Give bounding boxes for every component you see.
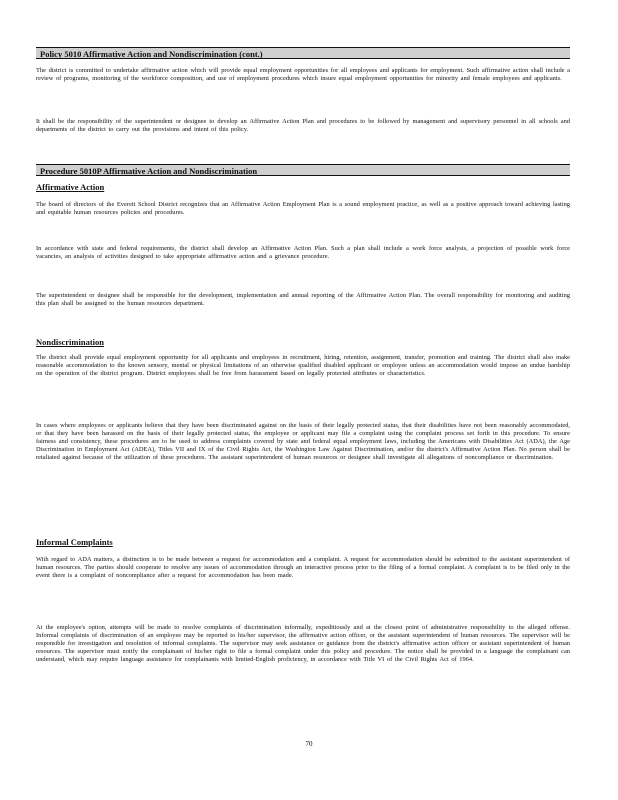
- affirmative-paragraph-2: In accordance with state and federal requirements, the district shall develop an Affirmative Action Plan. Such a plan shall include a work force analysis, a projection of possible work force vacancies, an analysis of activities designed to take appropriate affirmative action and a grievance procedure.: [36, 245, 570, 261]
- nondiscrimination-paragraph-1: The district shall provide equal employment opportunity for all applicants and employees in recruitment, hiring, retention, assignment, transfer, promotion and training. The district shall also make reasonable accommodation to the known sensory, mental or physical limitations of an otherwise qualified disabled applicant or employee unless an accommodation would impose an undue hardship on the operation of the district program. District employees shall be free from harassment based on legally protected attributes or characteristics.: [36, 354, 570, 378]
- affirmative-paragraph-1: The board of directors of the Everett School District recognizes that an Affirmative Action Employment Plan is a sound employment practice, as well as a positive approach toward achieving lasting and equitable human resources policies and procedures.: [36, 201, 570, 217]
- policy-paragraph-1: The district is committed to undertake affirmative action which will provide equal employment opportunities for all employees and applicants for employment. Such affirmative action shall include a review of programs, monitoring of the workforce composition, and use of employment procedures which insure equal employment opportunities for minority and female employees and applicants.: [36, 67, 570, 83]
- affirmative-action-heading: Affirmative Action: [36, 182, 105, 192]
- informal-paragraph-2: At the employee's option, attempts will be made to resolve complaints of discrimination informally, expeditiously and at the closest point of administrative responsibility to the alleged offense. Informal complaints of discrimination of an employee may be reported to his/her supervisor, the affirmative action officer, or the assistant superintendent of human resources. The supervisor will be responsible for investigation and resolution of informal complaints. The supervisor may seek assistance or guidance from the district's affirmative action officer or assistant superintendent of human resources. The supervisor must notify the complainant of his/her right to file a formal complaint under this policy and procedure. The notice shall be provided in a language the complainant can understand, which may require language assistance for complainants with limited-English proficiency, in accordance with Title VI of the Civil Rights Act of 1964.: [36, 624, 570, 664]
- informal-complaints-heading: Informal Complaints: [36, 537, 113, 547]
- nondiscrimination-paragraph-2: In cases where employees or applicants believe that they have been discriminated against on the basis of their legally protected status, that their disabilities have not been reasonably accommodated, or that they have been harassed on the basis of their legally protected status, the employee or applicant may file a complaint using the complaint process set forth in this procedure. To ensure fairness and consistency, these procedures are to be used to address complaints covered by state and federal equal employment laws, including the Americans with Disabilities Act (ADA), the Age Discrimination in Employment Act (ADEA), Titles VII and IX of the Civil Rights Act, the Washington Law Against Discrimination, and/or the district's Affirmative Action Plan. No person shall be retaliated against because of the utilization of these procedures. The assistant superintendent of human resources or designee shall investigate all allegations of noncompliance or discrimination.: [36, 422, 570, 462]
- page-number: 70: [305, 740, 313, 748]
- nondiscrimination-heading: Nondiscrimination: [36, 337, 105, 347]
- policy-header-bar: Policy 5010 Affirmative Action and Nondiscrimination (cont.): [36, 47, 570, 59]
- procedure-header-bar: Procedure 5010P Affirmative Action and Nondiscrimination: [36, 164, 570, 176]
- informal-paragraph-1: With regard to ADA matters, a distinction is to be made between a request for accommodation and a complaint. A request for accommodation should be submitted to the assistant superintendent of human resources. The parties should cooperate to resolve any issues of accommodation through an interactive process prior to the filing of a formal complaint. A complaint is to be filed only in the event there is a complaint of noncompliance after a request for accommodation has been made.: [36, 556, 570, 580]
- affirmative-paragraph-3: The superintendent or designee shall be responsible for the development, implementation and annual reporting of the Affirmative Action Plan. The overall responsibility for monitoring and auditing this plan shall be assigned to the human resources department.: [36, 292, 570, 308]
- policy-paragraph-2: It shall be the responsibility of the superintendent or designee to develop an Affirmative Action Plan and procedures to be followed by management and supervisory personnel in all schools and departments of the district to carry out the provisions and intent of this policy.: [36, 118, 570, 134]
